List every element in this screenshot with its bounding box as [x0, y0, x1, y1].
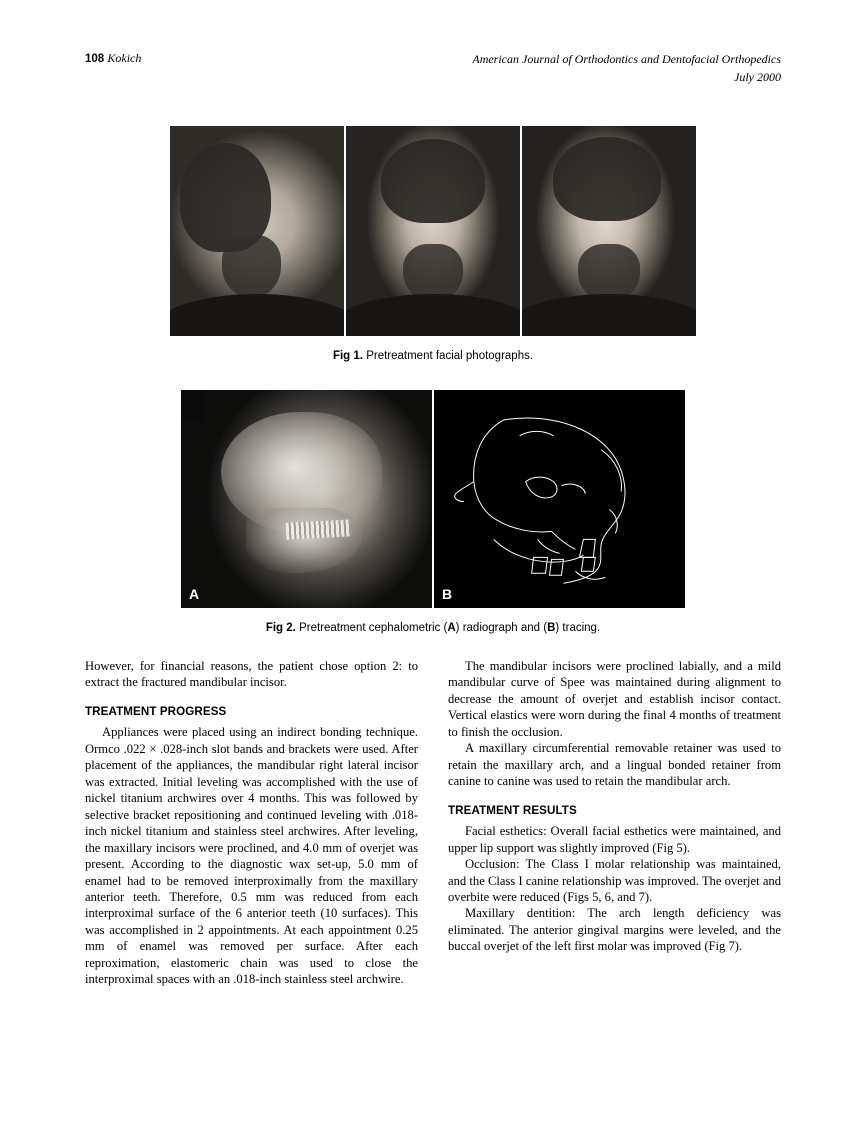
figure-2-label: Fig 2.	[265, 622, 296, 634]
shoulder-region	[520, 294, 696, 336]
right-paragraph-5: Maxillary dentition: The arch length deficiency was eliminated. The anterior gingival margins were leveled, and the buccal overjet of the left first molar was improved (Fig 7).	[448, 906, 781, 954]
dentition-region	[286, 519, 352, 540]
figure-2-caption-a: A	[447, 622, 456, 634]
body-columns	[85, 658, 781, 988]
right-paragraph-4: Occlusion: The Class I molar relationship was maintained, and the Class I canine relationship was improved. The overjet and overbite were reduced (Figs 5, 6, and 7).	[448, 857, 781, 904]
running-head-right	[472, 50, 781, 86]
facial-photo-frontal-smile	[520, 126, 696, 336]
figure-1-caption-text: Pretreatment facial photographs.	[366, 350, 534, 362]
running-head	[85, 50, 781, 86]
running-head-author: Kokich	[107, 51, 142, 65]
hair-region	[553, 137, 661, 221]
running-head-left	[85, 50, 141, 68]
shoulder-region	[344, 294, 520, 336]
corner-mask	[181, 390, 204, 421]
right-column	[448, 658, 781, 988]
journal-title: American Journal of Orthodontics and Dentofacial Orthopedics	[472, 52, 781, 66]
figure-1-label: Fig 1.	[332, 350, 363, 362]
heading-treatment-results: TREATMENT RESULTS	[448, 803, 577, 817]
facial-photo-frontal-repose	[344, 126, 520, 336]
page-content	[85, 50, 781, 988]
figure-2-caption-after: ) tracing.	[555, 622, 601, 634]
issue-date: July 2000	[734, 70, 781, 84]
tracing-lines-icon	[434, 390, 685, 607]
right-paragraph-1: The mandibular incisors were proclined labially, and a mild mandibular curve of Spee was maintained during alignment to decrease the amount of overjet and establish incisor contact. Vertical elastics were worn during the final 4 months of treatment to finish the occlusion.	[448, 659, 781, 739]
figure-2-caption-b: B	[547, 622, 556, 634]
hair-region	[381, 139, 485, 223]
cephalometric-radiograph-panel	[181, 390, 432, 608]
figure-1-caption	[85, 350, 781, 362]
figure-2-caption-before: Pretreatment cephalometric (	[299, 622, 448, 634]
right-paragraph-3: Facial esthetics: Overall facial esthetics were maintained, and upper lip support was slightly improved (Fig 5).	[448, 824, 781, 855]
left-column	[85, 658, 418, 988]
page-number: 108	[85, 53, 105, 65]
figure-1-image	[170, 126, 696, 336]
figure-2	[85, 390, 781, 608]
shoulder-region	[170, 294, 344, 336]
figure-2-image	[181, 390, 685, 608]
panel-b-label: B	[442, 586, 453, 602]
right-paragraph-2: A maxillary circumferential removable retainer was used to retain the maxillary arch, and a lingual bonded retainer from canine to canine was used to retain the mandibular arch.	[448, 741, 781, 789]
heading-treatment-progress: TREATMENT PROGRESS	[85, 704, 227, 718]
figure-1	[85, 126, 781, 336]
facial-photo-profile	[170, 126, 344, 336]
left-lead-paragraph: However, for financial reasons, the patient chose option 2: to extract the fractured mandibular incisor.	[85, 659, 418, 690]
figure-2-caption-middle: ) radiograph and (	[455, 622, 548, 634]
figure-2-caption	[85, 622, 781, 634]
left-paragraph-1: Appliances were placed using an indirect bonding technique. Ormco .022 × .028-inch slot bands and brackets were used. After placement of the appliances, the mandibular right lateral incisor was extracted. Initial leveling was accomplished with the use of nickel titanium archwires over 4 months. This was followed by selective bracket repositioning and continued leveling with .018-inch nickel titanium and stainless steel archwires. After leveling, the maxillary incisors were proclined, and 4.0 mm of overjet was present. According to the diagnostic wax set-up, 5.0 mm of enamel had to be removed interproximally from the maxillary anterior teeth. Therefore, 0.5 mm was reduced from each interproximal surface of the 6 anterior teeth (10 surfaces). This was accomplished in 2 appointments. At each appointment 0.25 mm of enamel was removed per surface. After each reproximation, elastomeric chain was used to close the interproximal spaces with an .018-inch stainless steel archwire.	[85, 725, 418, 987]
cephalometric-tracing-panel	[432, 390, 685, 608]
panel-a-label: A	[189, 586, 200, 602]
